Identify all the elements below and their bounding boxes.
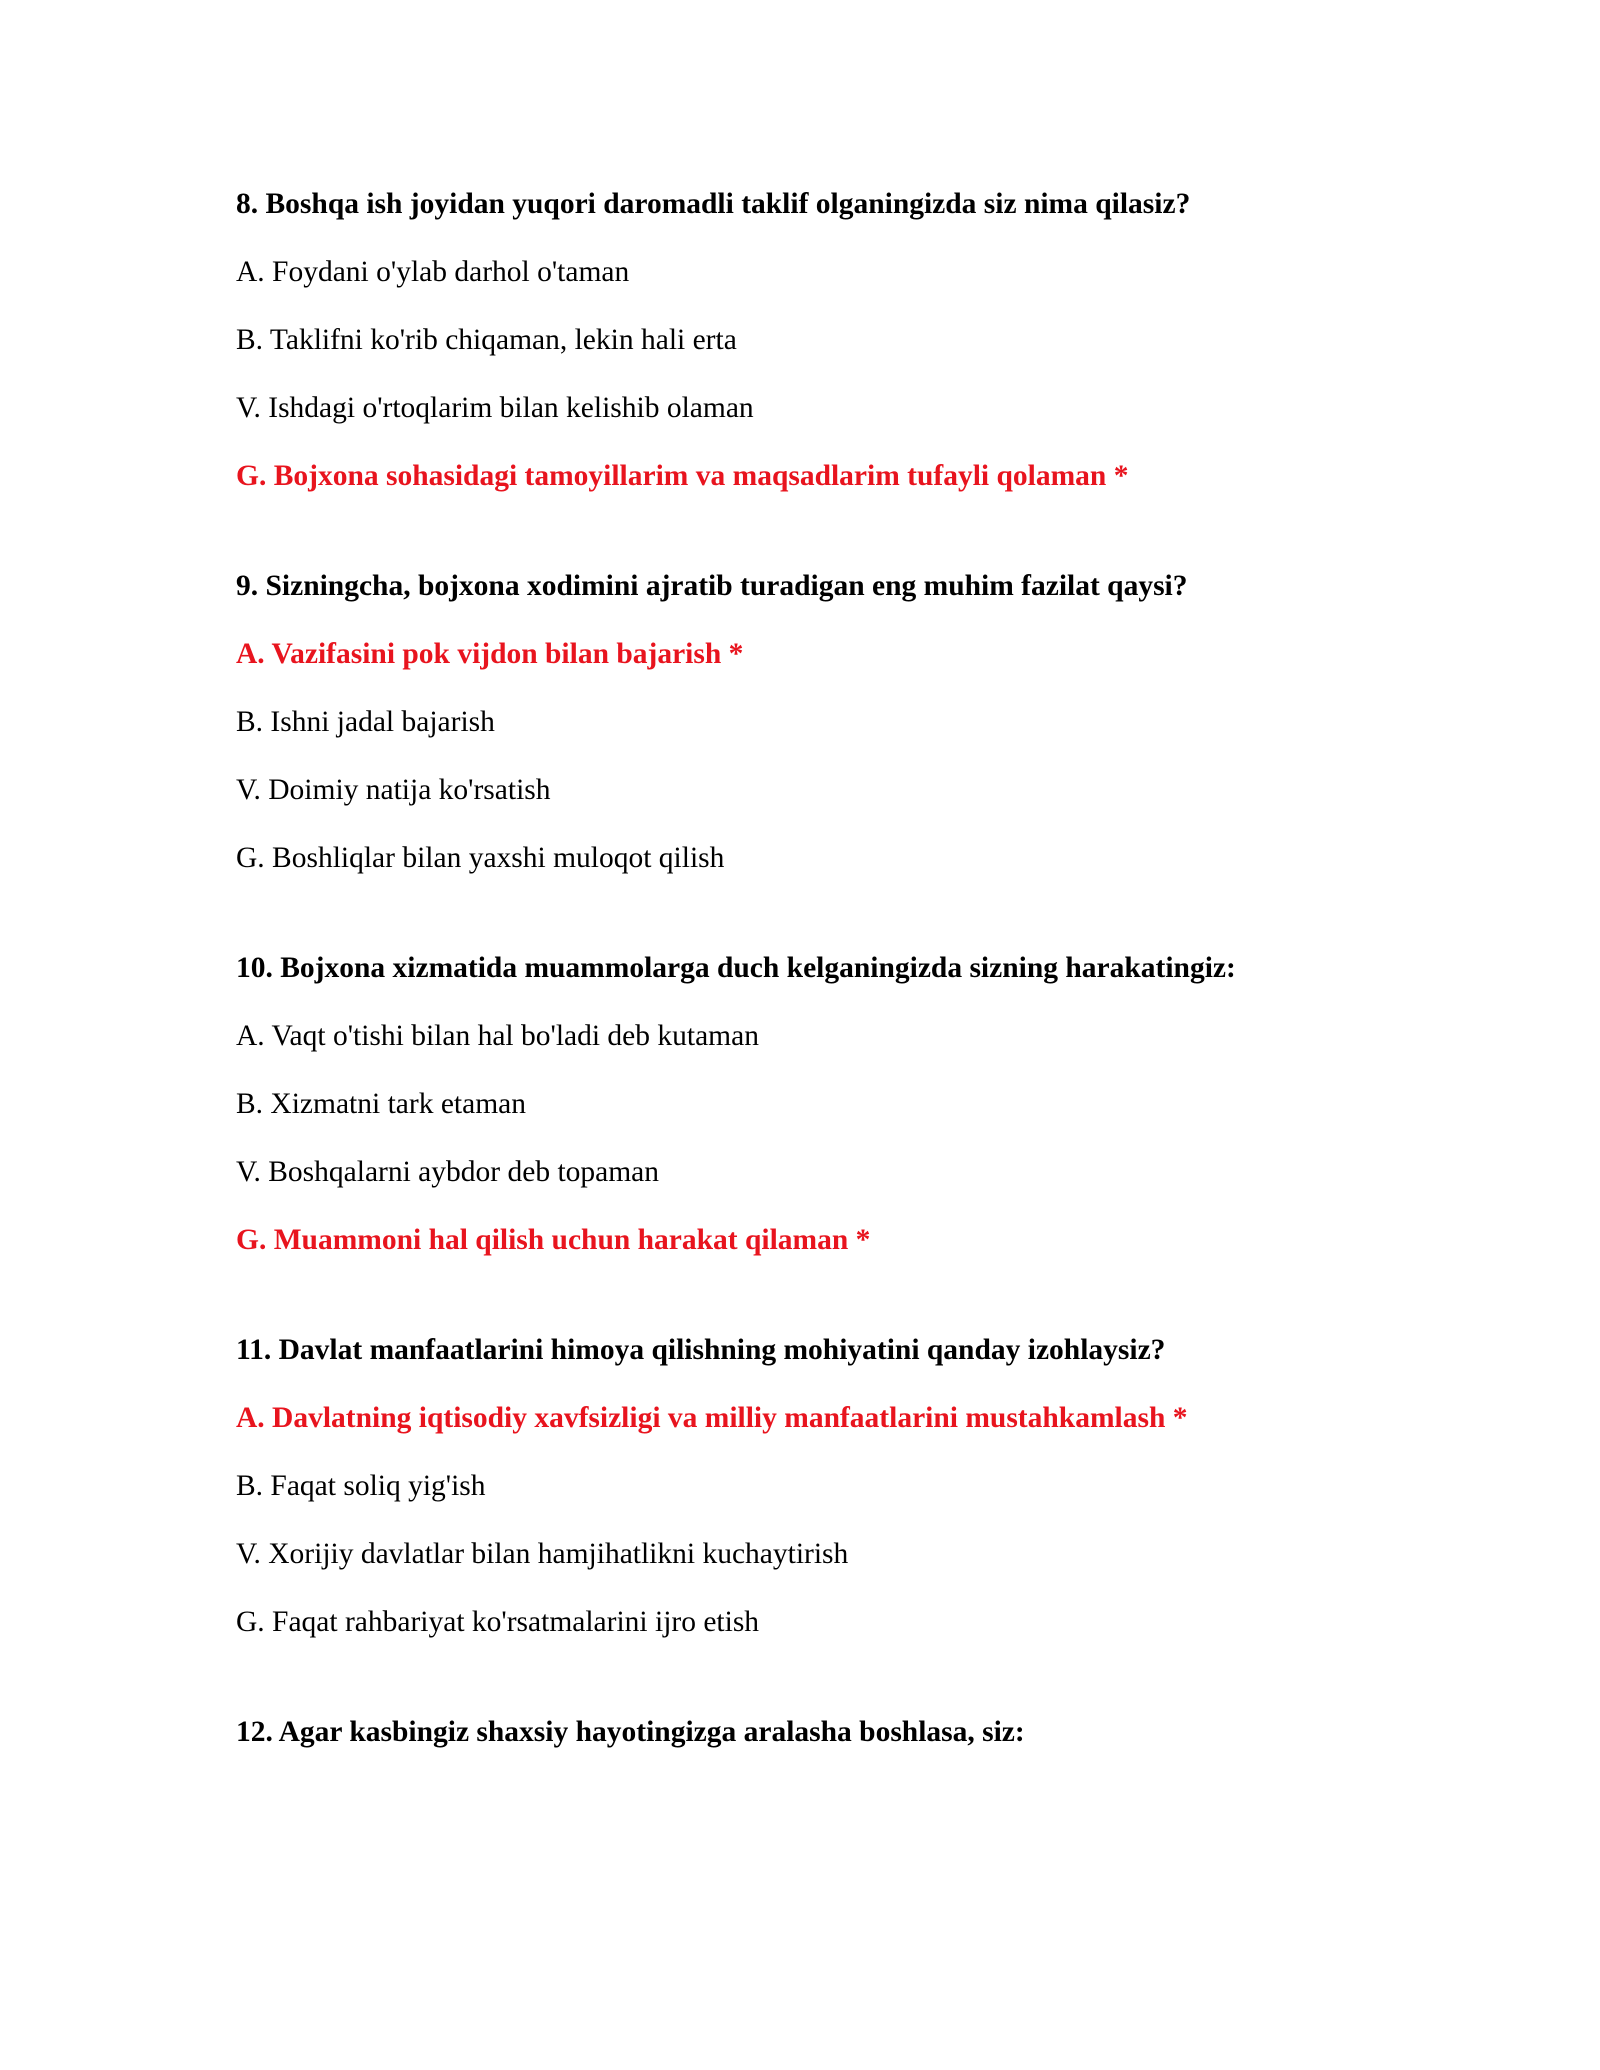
question-text: 11. Davlat manfaatlarini himoya qilishning mohiyatini qanday izohlaysiz? [236, 1334, 1166, 1366]
answer-option: V. Doimiy natija ko'rsatish [236, 774, 551, 806]
answer-option: V. Ishdagi o'rtoqlarim bilan kelishib olaman [236, 392, 754, 424]
question-text: 12. Agar kasbingiz shaxsiy hayotingizga aralasha boshlasa, siz: [236, 1716, 1025, 1748]
question-block [236, 948, 1416, 1260]
question-block [236, 1330, 1416, 1642]
answer-option: V. Xorijiy davlatlar bilan hamjihatlikni kuchaytirish [236, 1538, 849, 1570]
question-block [236, 1712, 1416, 1752]
answer-option: A. Davlatning iqtisodiy xavfsizligi va milliy manfaatlarini mustahkamlash * [236, 1402, 1188, 1434]
answer-option: A. Vaqt o'tishi bilan hal bo'ladi deb kutaman [236, 1020, 759, 1052]
answer-option: G. Faqat rahbariyat ko'rsatmalarini ijro etish [236, 1606, 760, 1638]
question-block [236, 184, 1416, 496]
quiz-content [236, 184, 1416, 1822]
answer-option: V. Boshqalarni aybdor deb topaman [236, 1156, 660, 1188]
answer-option: B. Faqat soliq yig'ish [236, 1470, 486, 1502]
answer-option: A. Foydani o'ylab darhol o'taman [236, 256, 630, 288]
question-text: 9. Sizningcha, bojxona xodimini ajratib turadigan eng muhim fazilat qaysi? [236, 570, 1188, 602]
answer-option: B. Ishni jadal bajarish [236, 706, 495, 738]
answer-option: B. Xizmatni tark etaman [236, 1088, 526, 1120]
answer-option: B. Taklifni ko'rib chiqaman, lekin hali erta [236, 324, 737, 356]
answer-option: G. Muammoni hal qilish uchun harakat qilaman * [236, 1224, 871, 1256]
question-text: 10. Bojxona xizmatida muammolarga duch kelganingizda sizning harakatingiz: [236, 952, 1236, 984]
answer-option: A. Vazifasini pok vijdon bilan bajarish * [236, 638, 744, 670]
answer-option: G. Boshliqlar bilan yaxshi muloqot qilish [236, 842, 725, 874]
question-block [236, 566, 1416, 878]
question-text: 8. Boshqa ish joyidan yuqori daromadli taklif olganingizda siz nima qilasiz? [236, 188, 1191, 220]
answer-option: G. Bojxona sohasidagi tamoyillarim va maqsadlarim tufayli qolaman * [236, 460, 1129, 492]
